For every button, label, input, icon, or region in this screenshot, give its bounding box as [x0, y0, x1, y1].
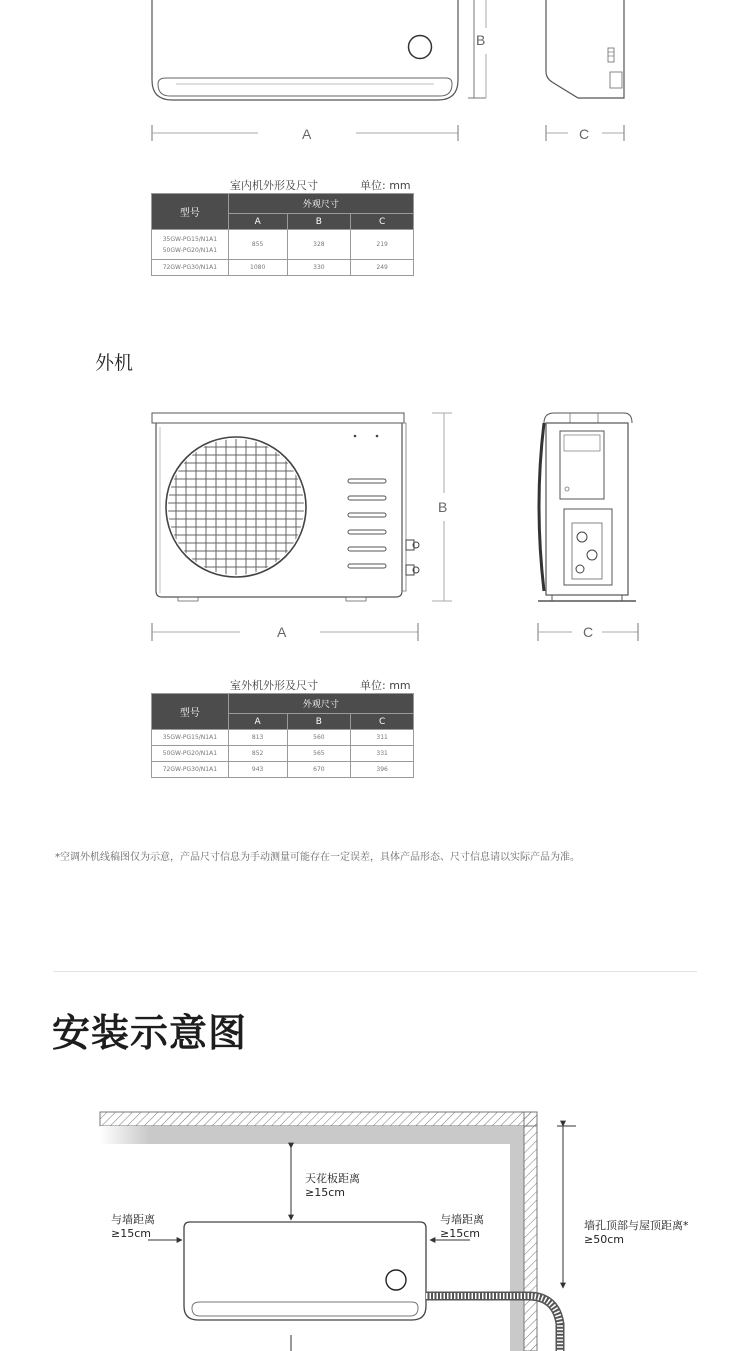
table-row: [152, 746, 414, 762]
model-cell: 50GW-PG20/N1A1: [152, 746, 229, 762]
indoor-header-model: 型号: [152, 194, 229, 230]
right-wall-distance-value: ≥15cm: [440, 1227, 480, 1240]
left-wall-distance-value: ≥15cm: [111, 1227, 151, 1240]
dim-b-cell: 328: [287, 230, 351, 260]
ceiling-distance-text: 天花板距离: [305, 1172, 360, 1185]
ceiling-distance-value: ≥15cm: [305, 1186, 345, 1199]
outdoor-header-c: C: [351, 714, 414, 730]
model-line: 50GW-PG20/N1A1: [162, 246, 218, 254]
table-row: [152, 730, 414, 746]
dim-b-cell: 670: [287, 762, 351, 778]
indoor-dim-c-label: C: [579, 126, 590, 142]
outdoor-table-title: 室外机外形及尺寸: [230, 679, 318, 692]
outdoor-dim-a-label: A: [277, 624, 287, 640]
dim-c-cell: 249: [351, 260, 414, 276]
indoor-table-title: 室内机外形及尺寸: [230, 179, 318, 192]
dim-c-cell: 311: [351, 730, 414, 746]
outdoor-table-unit: 单位: mm: [360, 679, 411, 692]
model-cell: 35GW-PG15/N1A1: [152, 730, 229, 746]
indoor-dim-a-label: A: [302, 126, 312, 142]
dim-b-cell: 565: [287, 746, 351, 762]
dim-b-cell: 560: [287, 730, 351, 746]
ceiling-distance-label: [305, 1172, 360, 1200]
indoor-dim-b-label: B: [476, 32, 486, 48]
roof-distance-text: 墙孔顶部与屋顶距离*: [584, 1219, 689, 1232]
model-line: 35GW-PG15/N1A1: [162, 235, 218, 243]
section-divider: [53, 971, 697, 972]
install-section-title: 安装示意图: [52, 1011, 248, 1055]
table-row: [152, 230, 414, 260]
dim-a-cell: 855: [228, 230, 287, 260]
model-cell: [152, 230, 229, 260]
outdoor-spec-table: [151, 693, 414, 778]
dim-b-cell: 330: [287, 260, 351, 276]
outdoor-side-drawing: [530, 405, 645, 650]
outdoor-header-b: B: [287, 714, 351, 730]
dim-a-cell: 943: [228, 762, 287, 778]
outdoor-section-label: 外机: [95, 352, 134, 374]
indoor-header-b: B: [287, 214, 351, 230]
outdoor-front-drawing: [140, 405, 470, 650]
dim-a-cell: 813: [228, 730, 287, 746]
dim-c-cell: 396: [351, 762, 414, 778]
model-cell: 72GW-PG30/N1A1: [152, 260, 229, 276]
outdoor-header-group: 外观尺寸: [228, 694, 413, 714]
outdoor-header-a: A: [228, 714, 287, 730]
dim-a-cell: 852: [228, 746, 287, 762]
outdoor-dim-c-label: C: [583, 624, 594, 640]
model-cell: 72GW-PG30/N1A1: [152, 762, 229, 778]
indoor-header-c: C: [351, 214, 414, 230]
left-wall-distance-label: [111, 1213, 155, 1241]
right-wall-distance-label: [440, 1213, 484, 1241]
disclaimer-note: *空调外机线稿图仅为示意，产品尺寸信息为手动测量可能存在一定误差，具体产品形态、尺寸信息请以实际产品为准。: [55, 852, 580, 863]
roof-distance-label: [584, 1219, 689, 1247]
indoor-header-a: A: [228, 214, 287, 230]
right-wall-distance-text: 与墙距离: [440, 1213, 484, 1226]
table-row: [152, 762, 414, 778]
left-wall-distance-text: 与墙距离: [111, 1213, 155, 1226]
dim-c-cell: 219: [351, 230, 414, 260]
indoor-table-unit: 单位: mm: [360, 179, 411, 192]
indoor-spec-table: [151, 193, 414, 276]
table-row: [152, 260, 414, 276]
outdoor-header-model: 型号: [152, 694, 229, 730]
dim-c-cell: 331: [351, 746, 414, 762]
roof-distance-value: ≥50cm: [584, 1233, 624, 1246]
outdoor-dim-b-label: B: [438, 499, 448, 515]
indoor-header-group: 外观尺寸: [228, 194, 413, 214]
dim-a-cell: 1080: [228, 260, 287, 276]
